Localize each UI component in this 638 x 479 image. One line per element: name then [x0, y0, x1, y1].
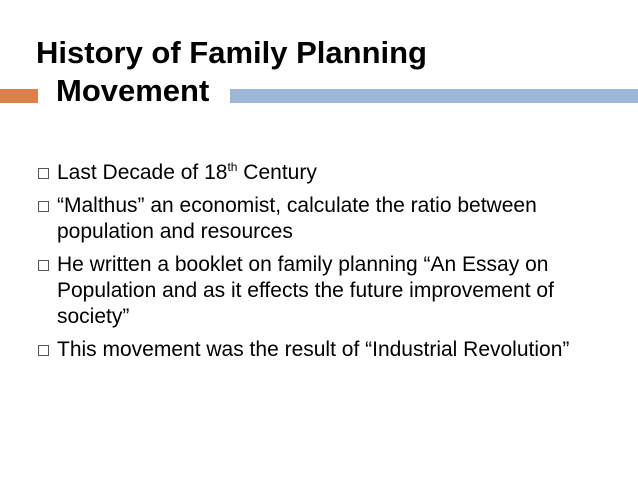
slide-title-line-2: Movement [56, 73, 210, 108]
slide-title-line-1: History of Family Planning [36, 35, 427, 70]
bullet-1-text-main: Last Decade of 18 [57, 161, 228, 184]
bullet-item-4 [36, 337, 596, 363]
bullet-4-text: This movement was the result of “Industrial Revolution” [57, 338, 570, 361]
square-bullet-icon [38, 260, 49, 271]
bullet-item-3 [36, 252, 596, 330]
bullet-1-superscript: th [227, 160, 238, 174]
bullet-list [36, 160, 596, 370]
bullet-item-1 [36, 160, 596, 186]
bullet-1-text [57, 161, 317, 184]
square-bullet-icon [38, 345, 49, 356]
slide-title [36, 34, 427, 110]
bullet-2-text: “Malthus” an economist, calculate the ratio between population and resources [57, 194, 537, 243]
square-bullet-icon [38, 201, 49, 212]
bullet-1-text-end: Century [237, 161, 317, 184]
title-accent-bar-left [0, 89, 38, 103]
bullet-item-2 [36, 193, 596, 245]
square-bullet-icon [38, 168, 49, 179]
bullet-3-text: He written a booklet on family planning “An Essay on Population and as it effects the future improvement of society” [57, 253, 554, 328]
